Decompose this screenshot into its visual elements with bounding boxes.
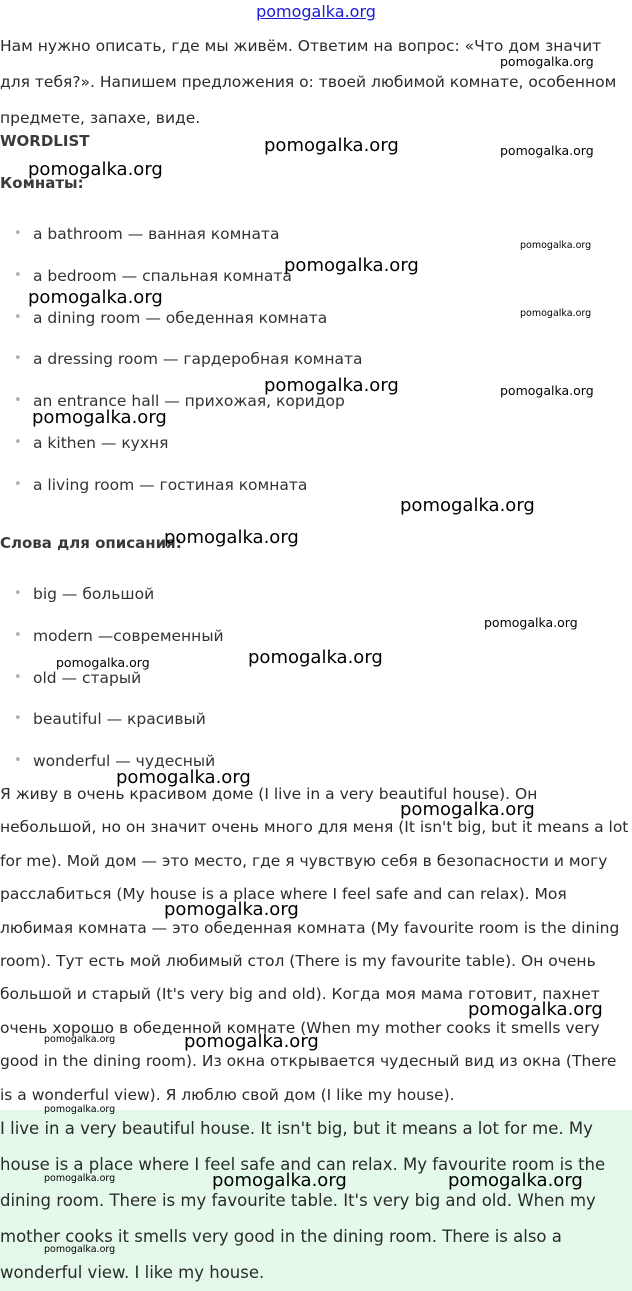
watermark: pomogalka.org bbox=[400, 799, 535, 820]
site-header-link[interactable]: pomogalka.org bbox=[256, 2, 376, 21]
watermark: pomogalka.org bbox=[44, 1173, 116, 1184]
watermark: pomogalka.org bbox=[264, 135, 399, 156]
intro-paragraph: Нам нужно описать, где мы живём. Ответим на вопрос: «Что дом значит для тебя?». Напишем предложения о: твоей любимой комнате, особенном предмете, запахе, виде. bbox=[0, 37, 617, 127]
english-answer-text: I live in a very beautiful house. It isn't big, but it means a lot for me. My house is a place where I feel safe and can relax. My favourite room is the dining room. There is my favourite table. It's very big and old. When my mother cooks it smells very good in the dining room. There is also a wonderful view. I like my house. bbox=[0, 1119, 606, 1282]
watermark: pomogalka.org bbox=[164, 527, 299, 548]
watermark: pomogalka.org bbox=[264, 375, 399, 396]
watermark: pomogalka.org bbox=[56, 655, 150, 670]
watermark: pomogalka.org bbox=[28, 287, 163, 308]
list-item: • big — большой bbox=[0, 581, 224, 623]
describe-words-list bbox=[0, 581, 224, 790]
describe-heading: Слова для описания: bbox=[0, 534, 182, 552]
rooms-heading: Комнаты: bbox=[0, 174, 84, 192]
list-item: • old — старый bbox=[0, 665, 224, 707]
watermark: pomogalka.org bbox=[500, 143, 594, 158]
watermark: pomogalka.org bbox=[44, 1104, 116, 1115]
watermark: pomogalka.org bbox=[248, 647, 383, 668]
list-item: • an entrance hall — прихожая, коридор bbox=[0, 388, 363, 430]
watermark: pomogalka.org bbox=[164, 899, 299, 920]
watermark: pomogalka.org bbox=[284, 255, 419, 276]
list-item: • modern —современный bbox=[0, 623, 224, 665]
watermark: pomogalka.org bbox=[400, 495, 535, 516]
watermark: pomogalka.org bbox=[32, 407, 167, 428]
watermark: pomogalka.org bbox=[484, 615, 578, 630]
list-item: • a dressing room — гардеробная комната bbox=[0, 346, 363, 388]
list-item: • a kithen — кухня bbox=[0, 430, 363, 472]
watermark: pomogalka.org bbox=[500, 383, 594, 398]
watermark: pomogalka.org bbox=[44, 1034, 116, 1045]
list-item: • a bathroom — ванная комната bbox=[0, 221, 363, 263]
list-item: • a dining room — обеденная комната bbox=[0, 305, 363, 347]
watermark: pomogalka.org bbox=[520, 308, 592, 319]
watermark: pomogalka.org bbox=[28, 159, 163, 180]
watermark: pomogalka.org bbox=[520, 240, 592, 251]
list-item: • wonderful — чудесный bbox=[0, 748, 224, 790]
watermark: pomogalka.org bbox=[500, 54, 594, 69]
list-item: • a bedroom — спальная комната bbox=[0, 263, 363, 305]
list-item: • a living room — гостиная комната bbox=[0, 472, 363, 514]
watermark: pomogalka.org bbox=[116, 767, 251, 788]
watermark: pomogalka.org bbox=[468, 999, 603, 1020]
watermark: pomogalka.org bbox=[212, 1170, 347, 1191]
russian-text-paragraph: Я живу в очень красивом доме (I live in a very beautiful house). Он небольшой, но он значит очень много для меня (It isn't big, but it means a lot for me). Мой дом — это место, где я чувствую себя в безопасности и могу расслабиться (My house is a place where I feel safe and can relax). Моя любимая комната — это обеденная комната (My favourite room is the dining room). Тут есть мой любимый стол (There is my favourite table). Он очень большой и старый (It's very big and old). Когда моя мама готовит, пахнет очень хорошо в обеденной комнате (When my mother cooks it smells very good in the dining room). Из окна открывается чудесный вид из окна (There is a wonderful view). Я люблю свой дом (I like my house). bbox=[0, 785, 629, 1104]
watermark: pomogalka.org bbox=[448, 1170, 583, 1191]
watermark: pomogalka.org bbox=[184, 1031, 319, 1052]
list-item: • beautiful — красивый bbox=[0, 706, 224, 748]
wordlist-heading: WORDLIST bbox=[0, 132, 90, 150]
watermark: pomogalka.org bbox=[44, 1244, 116, 1255]
